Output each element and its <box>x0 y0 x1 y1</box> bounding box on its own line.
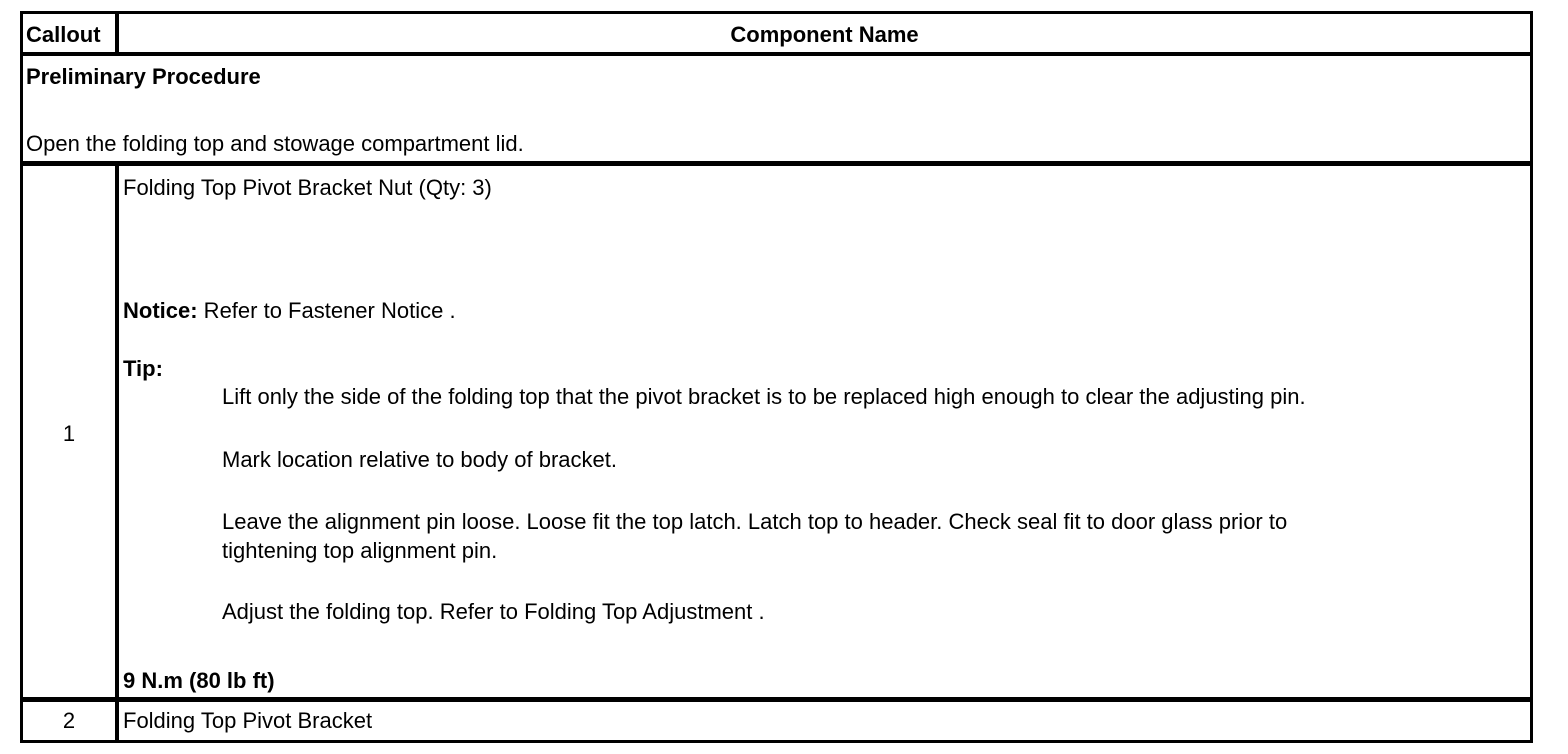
tip-3-line-1: Leave the alignment pin loose. Loose fit the top latch. Latch top to header. Check seal fit to door glass prior to <box>222 509 1288 534</box>
callout-column-header: Callout <box>26 22 101 47</box>
notice-text: Refer to Fastener Notice . <box>197 298 456 323</box>
tip-1: Lift only the side of the folding top that the pivot bracket is to be replaced high enough to clear the adjusting pin. <box>222 384 1306 409</box>
notice-line <box>123 298 456 324</box>
torque-spec: 9 N.m (80 lb ft) <box>123 668 275 693</box>
preliminary-divider <box>23 161 1530 166</box>
tip-3-line-2: tightening top alignment pin. <box>222 538 498 563</box>
component-1-name: Folding Top Pivot Bracket Nut (Qty: 3) <box>123 175 492 200</box>
column-divider-rows <box>115 164 119 743</box>
preliminary-procedure-text: Open the folding top and stowage compartment lid. <box>26 131 524 156</box>
tip-4: Adjust the folding top. Refer to Folding Top Adjustment . <box>222 599 765 624</box>
preliminary-procedure-title: Preliminary Procedure <box>26 64 261 89</box>
component-name-column-header: Component Name <box>730 22 919 47</box>
procedure-table <box>20 11 1533 743</box>
callout-2: 2 <box>62 708 76 733</box>
callout-1: 1 <box>62 421 76 446</box>
tip-2: Mark location relative to body of bracket. <box>222 447 617 472</box>
component-2-name: Folding Top Pivot Bracket <box>123 708 373 733</box>
notice-label: Notice: <box>123 298 198 323</box>
row1-divider <box>23 697 1530 702</box>
tip-label: Tip: <box>123 356 163 381</box>
header-divider <box>23 52 1530 56</box>
